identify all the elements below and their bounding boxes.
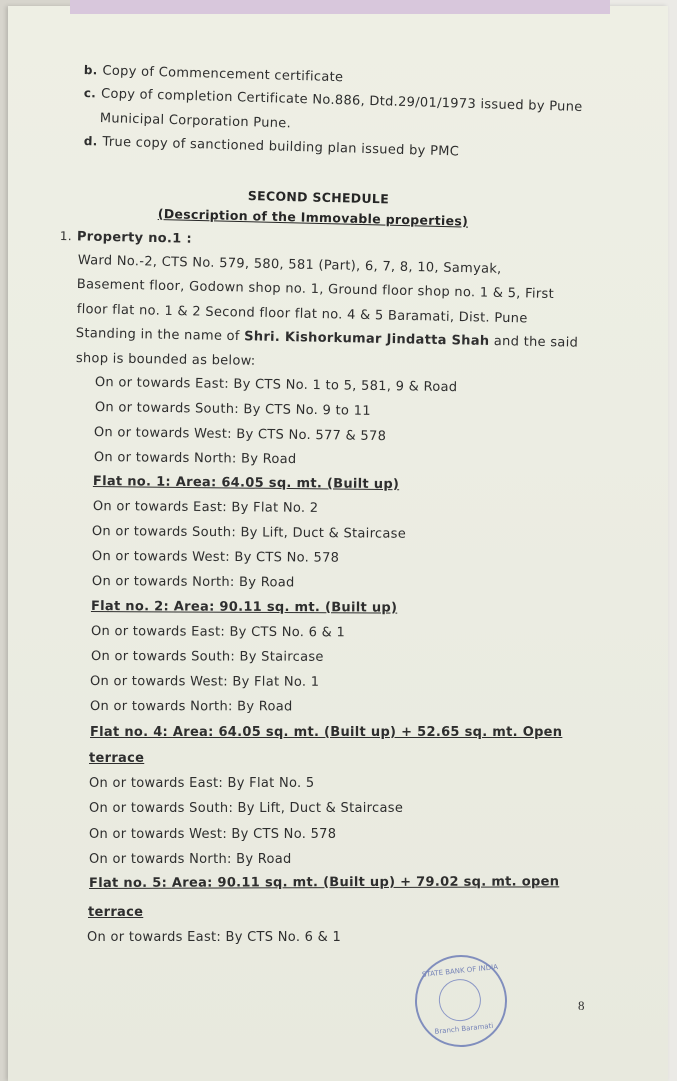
boundary-line: [89, 827, 336, 842]
text: Flat no. 5: Area: 90.11 sq. mt. (Built up) + 79.02 sq. mt. open: [89, 874, 560, 891]
text: terrace: [89, 751, 145, 766]
flat-heading-continuation: [88, 905, 143, 920]
flat-heading-continuation: [89, 751, 144, 766]
property-description-line: [77, 302, 528, 326]
text: On or towards East: By Flat No. 5: [89, 776, 315, 791]
stamp-text-top: STATE BANK OF INDIA: [421, 962, 499, 979]
text: On or towards East: By CTS No. 1 to 5, 581, 9 & Road: [94, 375, 458, 396]
list-marker: b.: [83, 63, 98, 78]
bank-seal-stamp: [410, 950, 511, 1051]
text: shop is bounded as below:: [75, 351, 256, 369]
boundary-line: [92, 574, 295, 590]
stamp-emblem-icon: [437, 977, 483, 1023]
list-item-d: [84, 134, 460, 159]
subheading-text: (Description of the Immovable properties): [157, 206, 469, 229]
boundary-line: [92, 549, 339, 566]
text: On or towards East: By Flat No. 2: [92, 499, 319, 516]
flat-heading: [91, 599, 397, 616]
flat-heading: [90, 725, 562, 740]
list-item-b: [84, 63, 344, 85]
text: On or towards South: By Lift, Duct & Staircase: [91, 524, 407, 542]
boundary-line: [90, 699, 293, 714]
list-text: Copy of Commencement certificate: [102, 63, 344, 86]
owner-name: Shri. Kishorkumar Jindatta Shah: [244, 329, 490, 349]
text: On or towards North: By Road: [89, 699, 293, 715]
list-marker: 1.: [59, 229, 73, 244]
text: Flat no. 4: Area: 64.05 sq. mt. (Built up) + 52.65 sq. mt. Open: [90, 725, 563, 740]
boundary-line: [87, 930, 341, 945]
text: On or towards West: By Flat No. 1: [89, 674, 320, 690]
text: On or towards North: By Road: [93, 450, 297, 468]
text: On or towards East: By CTS No. 6 & 1: [87, 930, 342, 945]
list-text: Copy of completion Certificate No.886, Dtd.29/01/1973 issued by Pune: [100, 86, 583, 115]
text: terrace: [88, 905, 144, 920]
list-text: Municipal Corporation Pune.: [99, 111, 292, 132]
property-heading: [60, 229, 192, 247]
boundary-line: [95, 375, 458, 395]
boundary-line: [95, 400, 371, 419]
boundary-line: [89, 801, 403, 816]
text: On or towards North: By Road: [89, 852, 292, 867]
boundary-line: [94, 425, 387, 444]
boundary-line: [89, 852, 292, 867]
boundary-line: [90, 674, 319, 690]
flat-heading: [89, 874, 559, 891]
schedule-heading: [248, 188, 390, 206]
text: On or towards West: By CTS No. 577 & 578: [93, 425, 387, 445]
property-description-line: [76, 351, 256, 369]
text: On or towards South: By CTS No. 9 to 11: [94, 400, 371, 419]
text: Basement floor, Godown shop no. 1, Ground floor shop no. 1 & 5, First: [76, 277, 555, 302]
boundary-line: [94, 450, 297, 467]
heading-text: SECOND SCHEDULE: [247, 188, 390, 207]
text: On or towards North: By Road: [91, 574, 295, 591]
text: and the said: [489, 333, 579, 351]
list-item-c: [84, 86, 583, 115]
text: Flat no. 2: Area: 90.11 sq. mt. (Built up): [90, 599, 398, 616]
property-title: Property no.1 :: [76, 229, 193, 247]
boundary-line: [92, 524, 406, 542]
page-number: 8: [578, 998, 585, 1013]
text: On or towards East: By CTS No. 6 & 1: [90, 624, 346, 641]
text: On or towards South: By Staircase: [90, 649, 324, 665]
list-marker: d.: [83, 134, 98, 149]
text: Flat no. 1: Area: 64.05 sq. mt. (Built up): [92, 474, 400, 493]
text: On or towards West: By CTS No. 578: [91, 549, 340, 566]
text: floor flat no. 1 & 2 Second floor flat no. 4 & 5 Baramati, Dist. Pune: [76, 302, 528, 327]
boundary-line: [89, 776, 314, 791]
stamp-text-bottom: Branch Baramati: [434, 1021, 494, 1036]
list-item-c-continuation: [100, 111, 292, 131]
property-description-line: [78, 253, 502, 277]
list-marker: c.: [83, 86, 97, 101]
boundary-line: [91, 649, 324, 665]
text: On or towards West: By CTS No. 578: [89, 827, 337, 842]
text: Standing in the name of: [75, 326, 245, 345]
flat-heading: [93, 474, 399, 492]
property-owner-line: [76, 326, 579, 351]
boundary-line: [91, 624, 345, 640]
property-description-line: [77, 277, 554, 302]
schedule-subheading: [158, 206, 469, 229]
text: On or towards South: By Lift, Duct & Staircase: [89, 801, 404, 816]
boundary-line: [93, 499, 319, 516]
list-text: True copy of sanctioned building plan issued by PMC: [102, 134, 460, 160]
text: Ward No.-2, CTS No. 579, 580, 581 (Part), 6, 7, 8, 10, Samyak,: [77, 253, 502, 277]
